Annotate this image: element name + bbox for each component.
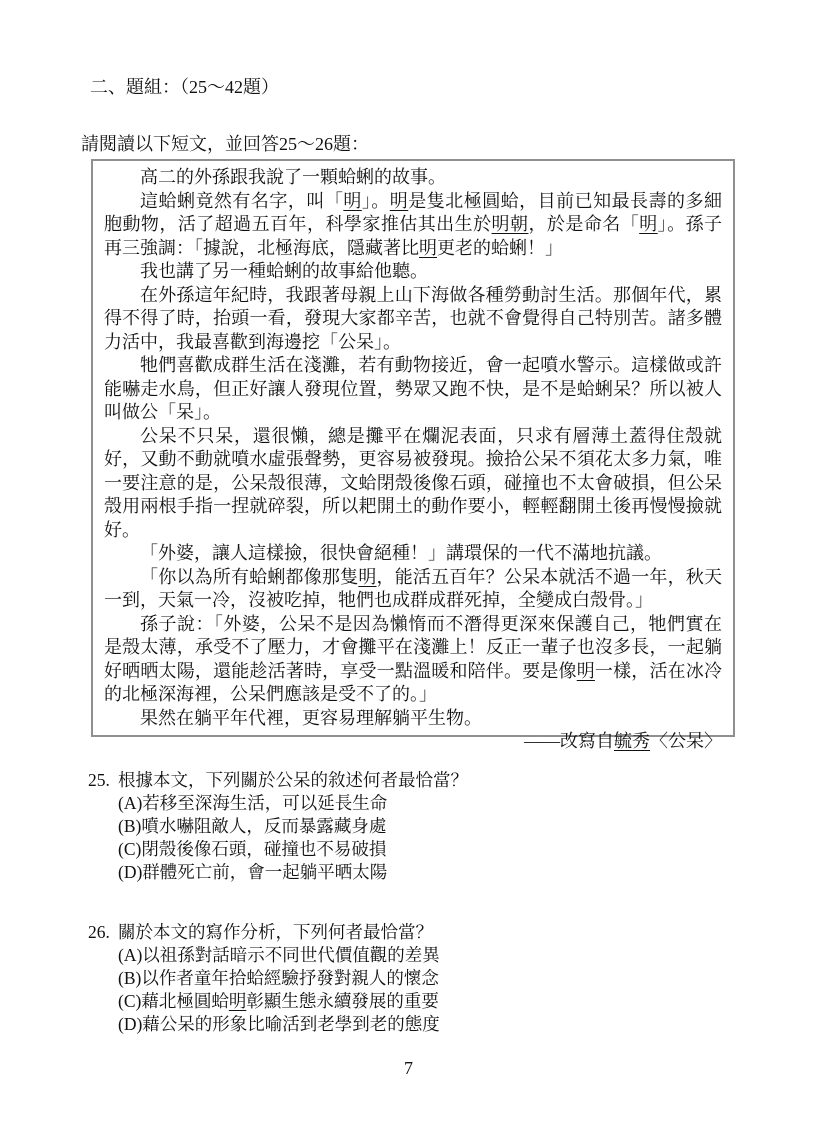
underlined-term: 明朝: [491, 214, 529, 234]
answer-option-D: (D)藉公呆的形象比喻活到老學到老的態度: [118, 1013, 440, 1034]
passage-paragraph: 我也講了另一種蛤蜊的故事給他聽。: [140, 261, 428, 281]
answer-option-B: (B)噴水嚇阻敵人，反而暴露藏身處: [118, 815, 387, 836]
passage-attribution: ——改寫自毓秀〈公呆〉: [524, 731, 722, 751]
underlined-term: 明: [419, 237, 437, 258]
passage-paragraph: 這蛤蜊竟然有名字，叫「明」。明是隻北極圓蛤，目前已知最長壽的多細胞動物，活了超過五百年，科學家推估其出生於明朝，於是命名「明」。孫子再三強調：「據說，北極海底，隱藏著比明更老的蛤蜊！」: [104, 190, 723, 258]
passage-box: [91, 159, 735, 751]
question-stem: 根據本文，下列關於公呆的敘述何者最恰當？: [118, 770, 468, 790]
answer-option-D: (D)群體死亡前，會一起躺平晒太陽: [118, 861, 388, 882]
underlined-term: 明: [639, 214, 658, 234]
passage-paragraph: 孫子說：「外婆，公呆不是因為懶惰而不潛得更深來保護自己，牠們實在是殼太薄，承受不了壓力，才會攤平在淺灘上！反正一輩子也沒多長，一起躺好晒晒太陽，還能趁活著時，享受一點溫暖和陪伴。要是像明一樣，活在冰冷的北極深海裡，公呆們應該是受不了的。」: [104, 613, 723, 704]
answer-option-C: (C)閉殼後像石頭，碰撞也不易破損: [118, 838, 387, 859]
page-number: 7: [404, 1058, 413, 1078]
question-number: 26.: [88, 922, 110, 942]
question-26: [88, 921, 718, 1036]
passage-paragraph: 果然在躺平年代裡，更容易理解躺平生物。: [140, 707, 482, 728]
underlined-term: 明: [389, 190, 409, 211]
question-stem: 關於本文的寫作分析，下列何者最恰當？: [118, 922, 433, 942]
answer-option-C: (C)藉北極圓蛤明彰顯生態永續發展的重要: [118, 990, 439, 1011]
passage-paragraph: 高二的外孫跟我說了一顆蛤蜊的故事。: [140, 167, 446, 187]
underlined-term: 明: [228, 990, 247, 1011]
answer-option-B: (B)以作者童年拾蛤經驗抒發對親人的懷念: [118, 967, 439, 988]
underlined-term: 明: [576, 660, 595, 681]
section-title: 二、題組：（25～42題）: [90, 77, 279, 97]
answer-option-A: (A)以祖孫對話暗示不同世代價值觀的差異: [118, 944, 440, 965]
underlined-term: 毓秀: [614, 731, 650, 751]
underlined-term: 明: [358, 566, 377, 587]
question-25: [88, 769, 718, 884]
reading-instruction: 請閱讀以下短文，並回答25～26題：: [81, 134, 369, 154]
passage-paragraph: 公呆不只呆，還很懶，總是攤平在爛泥表面，只求有層薄土蓋得住殼就好，又動不動就噴水虛張聲勢，更容易被發現。撿拾公呆不須花太多力氣，唯一要注意的是，公呆殼很薄，文蛤閉殼後像石頭，碰撞也不太會破損，但公呆殼用兩根手指一捏就碎裂，所以耙開土的動作要小，輕輕翻開土後再慢慢撿就好。: [104, 425, 722, 540]
passage-paragraph: 在外孫這年紀時，我跟著母親上山下海做各種勞動討生活。那個年代，累得不得了時，抬頭一看，發現大家都辛苦，也就不會覺得自己特別苦。諸多體力活中，我最喜歡到海邊挖「公呆」。: [104, 284, 722, 352]
passage-paragraph: 牠們喜歡成群生活在淺灘，若有動物接近，會一起噴水警示。這樣做或許能嚇走水鳥，但正好讓人發現位置，勢眾又跑不快，是不是蛤蜊呆？所以被人叫做公「呆」。: [104, 355, 722, 422]
underlined-term: 明: [343, 190, 362, 211]
passage-paragraph: 「外婆，讓人這樣撿，很快會絕種！」講環保的一代不滿地抗議。: [140, 543, 662, 563]
passage-paragraph: 「你以為所有蛤蜊都像那隻明，能活五百年？公呆本就活不過一年，秋天一到，天氣一冷，沒被吃掉，牠們也成群成群死掉，全變成白殼骨。」: [104, 566, 723, 610]
answer-option-A: (A)若移至深海生活，可以延長生命: [118, 792, 388, 813]
question-number: 25.: [88, 770, 110, 790]
